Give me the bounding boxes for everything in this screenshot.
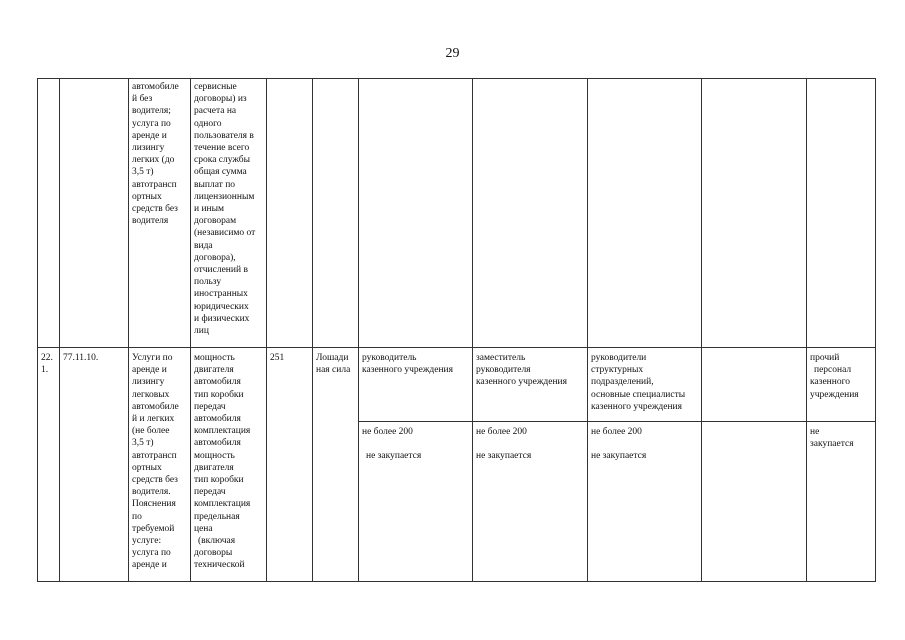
row-separator [37,347,875,348]
col-border [59,78,60,582]
position-title-other [810,352,874,401]
unit-name [316,352,357,376]
cell-text-line: предельная [194,511,240,522]
cell-text-line: закупается [810,439,854,450]
cont-service-name [132,81,188,227]
position-title-deputy [476,352,585,389]
cell-text-line: основные специалисты [591,389,686,400]
page-number: 29 [445,46,460,61]
cell-text-line: лизингу [132,377,165,388]
cell-text-line: заместитель [476,353,526,363]
cell-text-line: аренде и [132,130,167,141]
cell-text-line: сервисные [194,82,237,92]
position-title-dept-heads [591,352,700,413]
cell-text-line: пользу [194,277,222,288]
table-bottom-border [37,581,875,582]
cell-text-line: водителя; [132,106,171,117]
cell-text-line: автомобиля [194,414,241,425]
cell-text-line: лиц [194,326,209,337]
cell-text-line: услуга по [132,118,171,129]
okpd-code: 77.11.10. [63,353,99,363]
cell-text-line: казенного учреждения [476,377,568,388]
col-border [472,78,473,582]
cell-text-line: и физических [194,313,250,324]
okei-code: 251 [270,353,285,363]
cell-text-line: не более 200 [476,427,527,437]
col-border [312,78,313,582]
cell-text-line: 3,5 т) [132,167,154,178]
cell-text-line: пользователя в [194,130,254,141]
cell-text-line: договоры) из [194,94,247,105]
cell-text-line: автомобиля [194,438,241,449]
cell-text-line: Услуги по [132,353,173,363]
cell-text-line: двигателя [194,365,234,376]
cell-text-line: 1. [41,365,49,376]
cell-text-line: договорам [194,216,237,227]
cell-text-line: передач [194,487,226,498]
cell-text-line: услуга по [132,548,171,559]
cell-text-line: автомобиле [132,401,179,412]
cell-text-line: срока службы [194,155,251,166]
cell-text-line: Пояснения [132,499,176,510]
cell-text-line: иностранных [194,289,248,300]
cell-text-line: мощность [194,450,235,461]
position-title-head [362,352,470,376]
cell-text-line: ортных [132,191,162,202]
cell-text-line: 22. [41,353,53,363]
cell-text-line: (не более [132,426,170,437]
cell-text-line: персонал [814,365,852,376]
cell-text-line: лицензионным [194,191,255,202]
cell-text-line: двигателя [194,462,234,473]
cell-text-line: технической [194,560,245,571]
cell-text-line: отчислений в [194,265,248,276]
cell-text-line: не закупается [591,451,647,462]
cell-text-line: средств без [132,475,178,486]
cell-text-line: требуемой [132,523,175,534]
cell-text-line: ная сила [316,365,351,376]
cell-text-line: руководитель [362,353,417,363]
cell-text-line: не закупается [476,451,532,462]
col-border [806,78,807,582]
cont-characteristics [194,81,265,337]
position-values-deputy [476,426,585,462]
cell-text-line: казенного [810,377,850,388]
cell-text-line: не более 200 [362,427,413,437]
cell-text-line: (независимо от [194,228,256,239]
cell-text-line: й без [132,94,153,105]
cell-text-line: общая сумма [194,167,247,178]
cell-text-line: лизингу [132,143,165,154]
subrow-separator [358,421,875,422]
cell-text-line: казенного учреждения [362,365,454,376]
cell-text-line: течение всего [194,143,250,154]
cell-text-line: мощность [194,353,235,363]
position-values-head [362,426,470,462]
table-top-border [37,78,875,79]
service-name [132,352,188,572]
cell-text-line: 3,5 т) [132,438,154,449]
cell-text-line: руководители [591,353,647,363]
cell-text-line: й и легких [132,414,175,425]
col-border [128,78,129,582]
col-border [190,78,191,582]
cell-text-line: тип коробки [194,389,244,400]
cell-text-line: (включая [198,536,236,547]
col-border [587,78,588,582]
cell-text-line: тип коробки [194,475,244,486]
cell-text-line: передач [194,401,226,412]
cell-text-line: одного [194,118,222,129]
row-number [41,352,59,376]
cell-text-line: договоры [194,548,233,559]
cell-text-line: вида [194,240,213,251]
cell-text-line: водителя [132,216,169,227]
cell-text-line: подразделений, [591,377,654,388]
cell-text-line: автотрансп [132,179,177,190]
cell-text-line: комплектация [194,499,251,510]
position-values-dept-heads [591,426,700,462]
cell-text-line: легковых [132,389,170,400]
cell-text-line: аренде и [132,560,167,571]
cell-text-line: не [810,427,820,437]
characteristics [194,352,265,572]
cell-text-line: легких (до [132,155,175,166]
col-border [37,78,38,582]
cell-text-line: по [132,511,142,522]
cell-text-line: выплат по [194,179,236,190]
cell-text-line: прочий [810,353,840,363]
col-border [875,78,876,582]
cell-text-line: Лошади [316,353,349,363]
cell-text-line: расчета на [194,106,237,117]
col-border [358,78,359,582]
cell-text-line: аренде и [132,365,167,376]
cell-text-line: водителя. [132,487,171,498]
cell-text-line: структурных [591,365,644,376]
col-border [266,78,267,582]
cell-text-line: руководителя [476,365,531,376]
cell-text-line: не более 200 [591,427,642,437]
position-values-other [810,426,874,450]
cell-text-line: автомобиле [132,82,179,92]
cell-text-line: и иным [194,204,225,215]
cell-text-line: казенного учреждения [591,401,683,412]
cell-text-line: не закупается [366,451,422,462]
cell-text-line: автотрансп [132,450,177,461]
cell-text-line: цена [194,523,213,534]
cell-text-line: автомобиля [194,377,241,388]
cell-text-line: ортных [132,462,162,473]
cell-text-line: услуге: [132,536,162,547]
col-border [701,78,702,582]
cell-text-line: средств без [132,204,178,215]
cell-text-line: учреждения [810,389,859,400]
cell-text-line: юридических [194,301,249,312]
cell-text-line: комплектация [194,426,251,437]
cell-text-line: договора), [194,252,236,263]
